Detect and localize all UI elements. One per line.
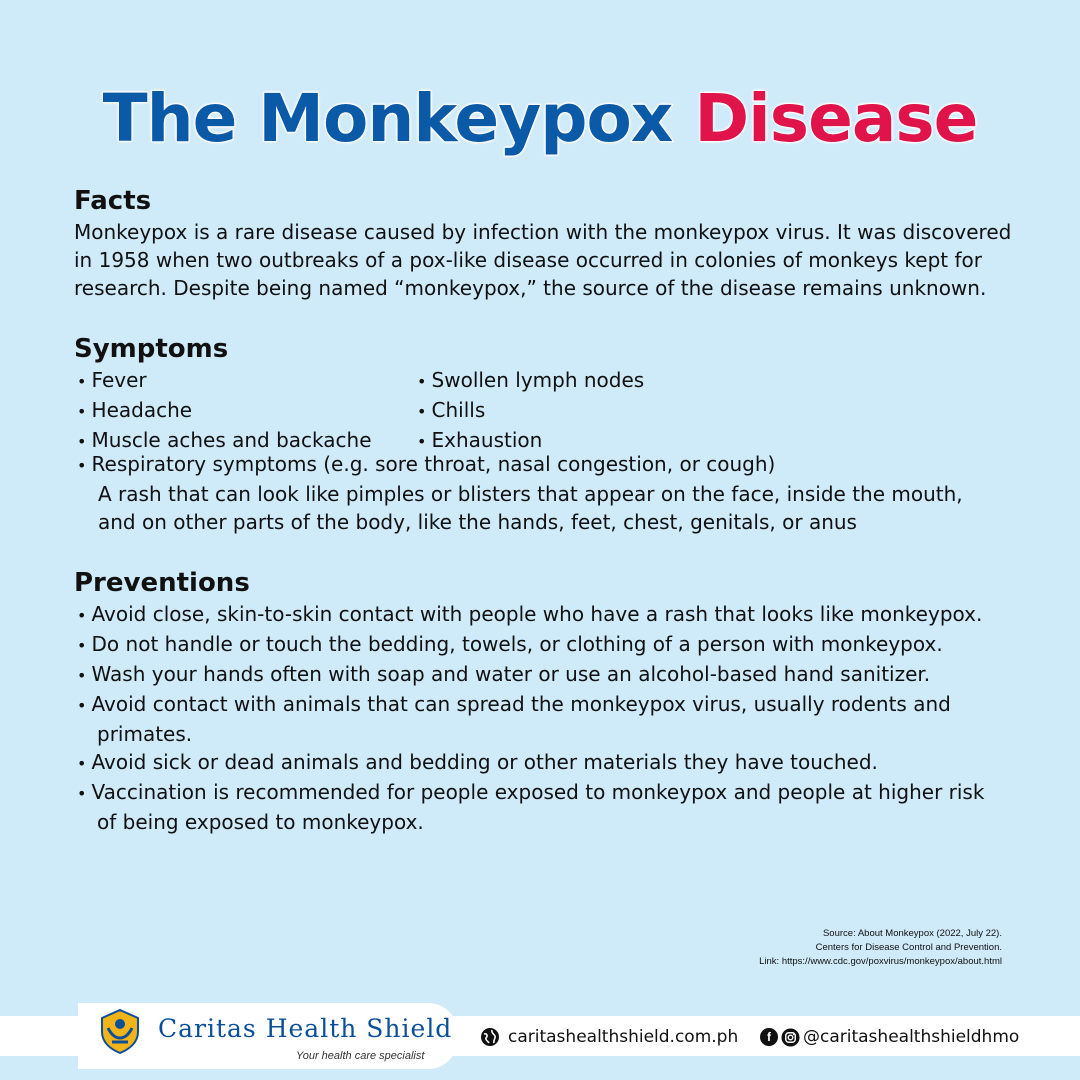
social-handle[interactable]: @caritashealthshieldhmo bbox=[803, 1027, 1020, 1047]
prevention-item: • Wash your hands often with soap and water or use an alcohol-based hand sanitizer. bbox=[74, 660, 1014, 690]
preventions-heading: Preventions bbox=[74, 568, 250, 598]
symptom-item: • Headache bbox=[74, 396, 372, 426]
source-citation bbox=[759, 927, 1002, 969]
website-contact[interactable] bbox=[480, 1027, 738, 1047]
title-part-1: The Monkeypox bbox=[102, 80, 673, 157]
preventions-list bbox=[74, 600, 1014, 836]
symptom-item: • Swollen lymph nodes bbox=[414, 366, 644, 396]
prevention-item: • Vaccination is recommended for people exposed to monkeypox and people at higher risk of being exposed to monkeypox. bbox=[74, 778, 1014, 836]
title-part-2: Disease bbox=[694, 80, 978, 157]
globe-icon bbox=[480, 1027, 500, 1047]
social-contact[interactable] bbox=[760, 1027, 1019, 1047]
facts-heading: Facts bbox=[74, 186, 152, 216]
symptom-item: • Chills bbox=[414, 396, 644, 426]
symptom-rash-text: A rash that can look like pimples or blisters that appear on the face, inside the mouth, and on other parts of the body, like the hands, feet, chest, genitals, or anus bbox=[98, 482, 963, 534]
brand-tagline: Your health care specialist bbox=[296, 1050, 425, 1062]
prevention-item: • Do not handle or touch the bedding, towels, or clothing of a person with monkeypox. bbox=[74, 630, 1014, 660]
symptom-item: • Exhaustion bbox=[414, 426, 644, 456]
website-link[interactable]: caritashealthshield.com.ph bbox=[508, 1027, 739, 1047]
page-title bbox=[0, 80, 1080, 157]
instagram-icon bbox=[781, 1028, 800, 1047]
symptom-item: • Fever bbox=[74, 366, 372, 396]
prevention-item: • Avoid close, skin-to-skin contact with people who have a rash that looks like monkeypox. bbox=[74, 600, 1014, 630]
source-line: Centers for Disease Control and Prevention. bbox=[815, 942, 1002, 953]
brand-name: Caritas Health Shield bbox=[158, 1014, 453, 1043]
facebook-icon: f bbox=[760, 1028, 778, 1046]
source-line: Source: About Monkeypox (2022, July 22). bbox=[822, 928, 1002, 939]
main-content bbox=[74, 184, 1014, 836]
symptom-item-respiratory: • Respiratory symptoms (e.g. sore throat, nasal congestion, or cough) bbox=[74, 450, 1014, 480]
symptoms-list bbox=[74, 366, 1014, 450]
symptoms-heading: Symptoms bbox=[74, 334, 229, 364]
prevention-item: • Avoid contact with animals that can spread the monkeypox virus, usually rodents and primates. bbox=[74, 690, 1014, 748]
prevention-item: • Avoid sick or dead animals and bedding or other materials they have touched. bbox=[74, 748, 1014, 778]
symptom-item: • Muscle aches and backache bbox=[74, 426, 372, 456]
source-link: Link: https://www.cdc.gov/poxvirus/monkeypox/about.html bbox=[759, 956, 1002, 967]
caritas-shield-logo-icon bbox=[94, 1006, 146, 1056]
facts-text: Monkeypox is a rare disease caused by infection with the monkeypox virus. It was discovered in 1958 when two outbreaks of a pox-like disease occurred in colonies of monkeys kept for research. Despite being named “monkeypox,” the source of the disease remains unknown. bbox=[74, 220, 1012, 300]
